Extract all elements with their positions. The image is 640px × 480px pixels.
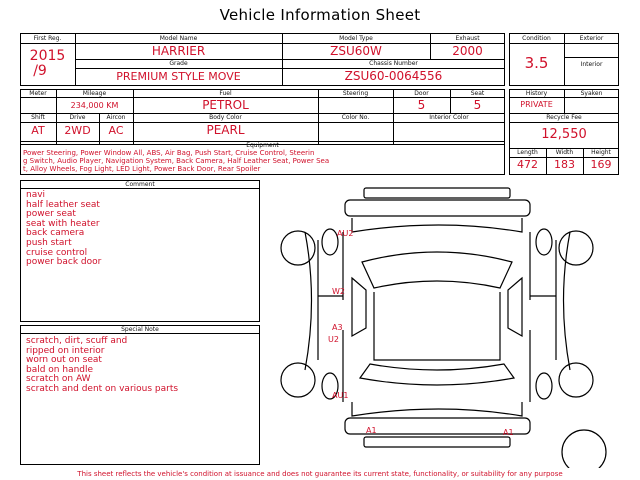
steering-label: Steering	[342, 90, 369, 97]
model-name: HARRIER	[151, 44, 206, 58]
special-note-list	[26, 337, 178, 395]
list-item: power seat	[26, 209, 76, 220]
recycle-fee-label: Recycle Fee	[546, 114, 582, 121]
length-label: Length	[517, 149, 538, 156]
damage-mark-au1: AU1	[332, 391, 349, 400]
meter-label: Meter	[29, 90, 47, 97]
height: 169	[590, 158, 612, 171]
chassis-number: ZSU60-0064556	[344, 69, 443, 83]
first-reg-label: First Reg.	[33, 35, 62, 42]
list-item: push start	[26, 237, 72, 248]
history-label: History	[525, 90, 548, 97]
list-item: ripped on interior	[26, 345, 105, 356]
damage-mark-a3: A3	[332, 323, 343, 332]
equipment-line-3: t, Alloy Wheels, Fog Light, LED Light, Power Back Door, Rear Spoiler	[23, 165, 261, 173]
drive-label: Drive	[69, 114, 86, 121]
condition-label: Condition	[522, 35, 551, 42]
mileage-label: Mileage	[82, 90, 107, 97]
list-item: power back door	[26, 257, 102, 268]
first-reg-year: 2015	[29, 48, 66, 64]
shift-label: Shift	[31, 114, 45, 121]
body-color-label: Body Color	[209, 114, 242, 121]
equipment-line-1: Power Steering, Power Window All, ABS, Air Bag, Push Start, Cruise Control, Steerin	[23, 149, 315, 157]
condition-grade: 3.5	[524, 54, 549, 72]
list-item: worn out on seat	[26, 355, 102, 366]
syaken-label: Syaken	[580, 90, 603, 97]
aircon-label: Aircon	[106, 114, 126, 121]
color-no-label: Color No.	[341, 114, 370, 121]
list-item: scratch, dirt, scuff and	[26, 336, 128, 346]
length: 472	[517, 158, 538, 171]
disclaimer-text: This sheet reflects the vehicle's condition at issuance and does not guarantee its current state, functionality, or suitability for any purpose	[77, 470, 563, 478]
interior-label: Interior	[580, 61, 603, 68]
fuel: PETROL	[202, 98, 249, 112]
width-label: Width	[555, 149, 574, 156]
car-damage-diagram	[265, 178, 610, 468]
damage-mark-u2: U2	[328, 335, 339, 344]
list-item: navi	[26, 190, 46, 200]
exhaust-label: Exhaust	[455, 35, 480, 42]
mileage: 234,000 KM	[70, 101, 119, 110]
damage-mark-a1-right: A1	[503, 428, 514, 437]
aircon: AC	[108, 124, 124, 137]
damage-mark-au2: AU2	[337, 229, 354, 238]
special-note-label: Special Note	[121, 326, 159, 333]
history: PRIVATE	[520, 100, 553, 109]
equipment-line-2: g Switch, Audio Player, Navigation System, Back Camera, Half Leather Seat, Power Sea	[23, 157, 330, 165]
first-reg-month: /9	[33, 63, 47, 79]
list-item: scratch on AW	[26, 374, 91, 385]
grade-label: Grade	[169, 60, 188, 67]
chassis-label: Chassis Number	[369, 60, 418, 67]
door-label: Door	[414, 90, 429, 97]
fuel-label: Fuel	[219, 90, 232, 97]
list-item: cruise control	[26, 247, 88, 258]
width: 183	[554, 158, 575, 171]
body-color: PEARL	[206, 123, 245, 137]
list-item: scratch and dent on various parts	[26, 383, 179, 394]
model-type-label: Model Type	[339, 35, 373, 42]
interior-color-label: Interior Color	[429, 114, 469, 121]
equipment-label: Equipment	[246, 142, 279, 149]
seat: 5	[473, 98, 482, 112]
damage-mark-w2: W2	[332, 287, 345, 296]
model-type: ZSU60W	[330, 44, 382, 58]
list-item: back camera	[26, 228, 85, 239]
comment-label: Comment	[125, 181, 155, 188]
list-item: seat with heater	[26, 218, 100, 229]
recycle-fee: 12,550	[541, 127, 587, 142]
damage-mark-a1-left: A1	[366, 426, 377, 435]
list-item: half leather seat	[26, 199, 100, 210]
exterior-label: Exterior	[579, 35, 604, 42]
shift: AT	[31, 124, 45, 137]
grade: PREMIUM STYLE MOVE	[116, 70, 241, 83]
door: 5	[417, 98, 426, 112]
drive: 2WD	[64, 124, 91, 137]
seat-label: Seat	[470, 90, 485, 97]
page-title: Vehicle Information Sheet	[219, 6, 421, 24]
comment-list	[26, 191, 101, 268]
height-label: Height	[591, 149, 611, 156]
exhaust: 2000	[452, 44, 483, 58]
list-item: bald on handle	[26, 364, 94, 375]
model-name-label: Model Name	[159, 35, 198, 42]
